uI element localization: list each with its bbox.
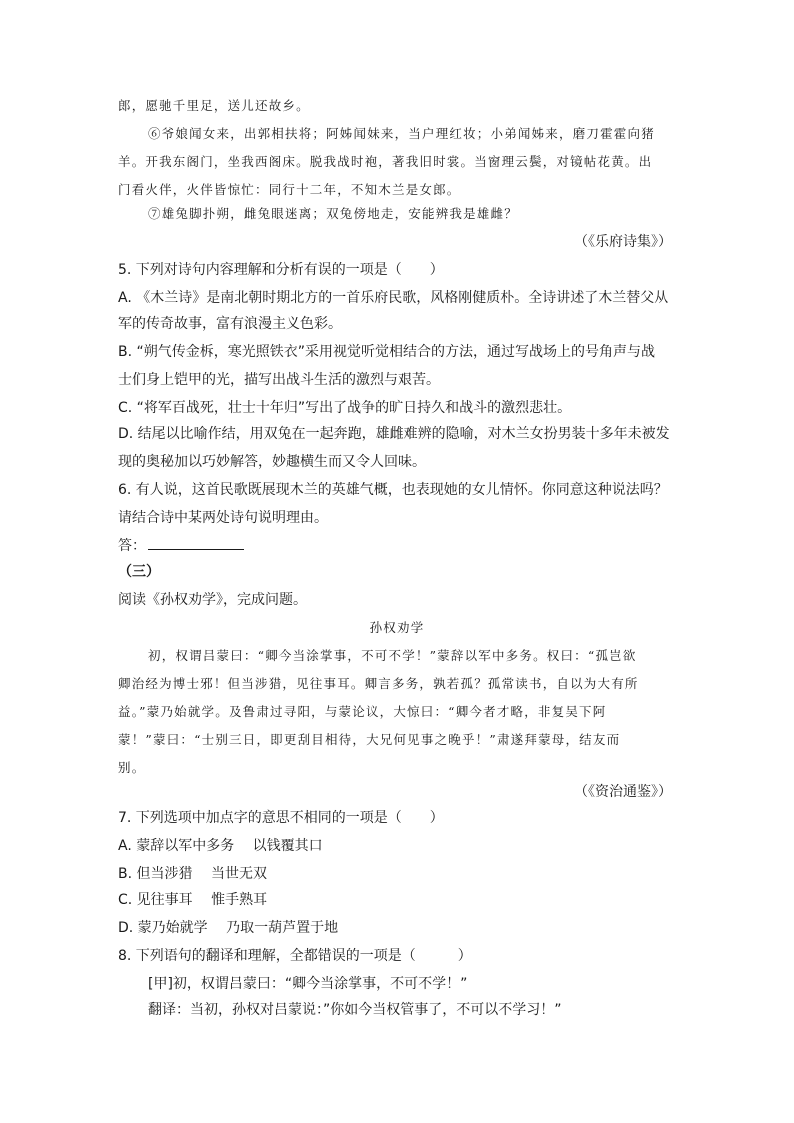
question-5-option: C. “将军百战死，壮士十年归”写出了战争的旷日持久和战斗的激烈悲壮。 [118,400,572,416]
question-7-option: A. 蒙辞以军中多务 以钱覆其口 [118,838,323,854]
poem-line: 郎，愿驰千里足，送儿还故乡。 [118,98,310,113]
question-5-option: D. 结尾以比喻作结，用双兔在一起奔跑，雄雌难辨的隐喻，对木兰女扮男装十多年未被发 [118,426,670,442]
question-8-item: 翻译：当初，孙权对吕蒙说：”你如今当权管事了，不可以不学习！” [148,1002,562,1018]
section-heading: （三） [118,564,160,580]
question-6-stem: 6. 有人说，这首民歌既展现木兰的英雄气概，也表现她的女儿情怀。你同意这种说法吗？ [118,482,668,498]
question-6-stem: 请结合诗中某两处诗句说明理由。 [118,510,328,526]
poem-line: ⑦雄兔脚扑朔，雌兔眼迷离；双兔傍地走，安能辨我是雄雌？ [148,206,518,221]
question-7-stem: 7. 下列选项中加点字的意思不相同的一项是（ ） [118,810,444,826]
question-7-option: B. 但当涉猎 当世无双 [118,866,267,882]
passage-line: 蒙！”蒙曰：“士别三日，即更刮目相待，大兄何见事之晚乎！”肃遂拜蒙母，结友而 [118,732,621,747]
question-5-option: 现的奥秘加以巧妙解答，妙趣横生而又令人回味。 [118,454,426,470]
question-7-option: D. 蒙乃始就学 乃取一葫芦置于地 [118,920,339,936]
poem-line: 羊。开我东阁门，坐我西阁床。脱我战时袍，著我旧时裳。当窗理云鬓，对镜帖花黄。出 [118,154,653,169]
question-5-option: 士们身上铠甲的光，描写出战斗生活的激烈与艰苦。 [118,372,440,388]
passage-source: （《资治通鉴》） [574,784,672,800]
poem-line: ⑥爷娘闻女来，出郭相扶将；阿姊闻妹来，当户理红妆；小弟闻姊来，磨刀霍霍向猪 [148,126,655,141]
answer-label: 答： [118,538,146,554]
poem-source: （《乐府诗集》） [574,234,672,250]
question-5-option: 军的传奇故事，富有浪漫主义色彩。 [118,316,342,332]
question-5-stem: 5. 下列对诗句内容理解和分析有误的一项是（ ） [118,262,444,278]
passage-title: 孙权劝学 [369,620,425,635]
passage-line: 卿治经为博士邪！但当涉猎，见往事耳。卿言多务，孰若孤？孤常读书，自以为大有所 [118,676,639,691]
question-7-option: C. 见往事耳 惟手熟耳 [118,892,268,908]
answer-blank[interactable] [148,534,244,550]
passage-line: 益。”蒙乃始就学。及鲁肃过寻阳，与蒙论议，大惊曰：“卿今者才略，非复吴下阿 [118,704,607,719]
question-5-option: A. 《木兰诗》是南北朝时期北方的一首乐府民歌，风格刚健质朴。全诗讲述了木兰替父从 [118,290,669,306]
question-8-item: [甲]初，权谓吕蒙曰：“卿今当涂掌事，不可不学！” [148,976,468,992]
passage-line: 别。 [118,760,146,775]
question-5-option: B. “朔气传金柝，寒光照铁衣”采用视觉听觉相结合的方法，通过写战场上的号角声与战 [118,344,656,360]
question-8-stem: 8. 下列语句的翻译和理解，全都错误的一项是（ ） [118,948,472,964]
answer-line [118,534,678,556]
passage-line: 初，权谓吕蒙曰：“卿今当涂掌事，不可不学！”蒙辞以军中多务。权曰：“孤岂欲 [148,648,637,663]
poem-line: 门看火伴，火伴皆惊忙：同行十二年，不知木兰是女郎。 [118,182,461,197]
section-intro: 阅读《孙权劝学》，完成问题。 [118,592,307,608]
